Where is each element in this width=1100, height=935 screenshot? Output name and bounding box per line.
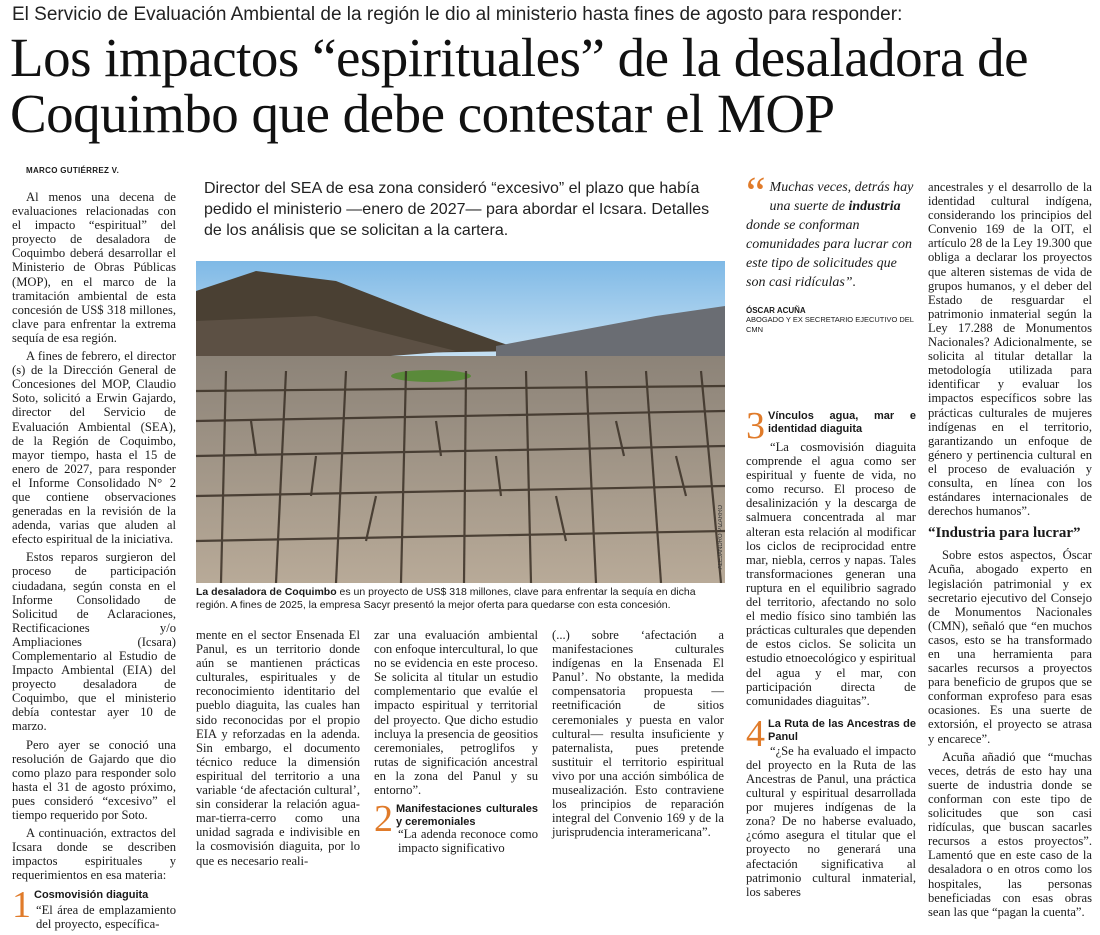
column-1: [12, 190, 176, 935]
paragraph: Acuña añadió que “muchas veces, detrás de esto hay una suerte de industria donde se conforman con este tipo de solicitudes que son casi ridículas, que buscan sacarles recursos a estos proyectos”. Lamentó que en este caso de la desaladora o en otros como los hospitales, las personas beneficiadas con esas obras sean las que “pagan la cuenta”.: [928, 749, 1092, 919]
column-3: [374, 628, 538, 859]
byline: MARCO GUTIÉRREZ V.: [26, 166, 120, 175]
section-number: 2: [374, 798, 393, 841]
caption-lead: La desaladora de Coquimbo: [196, 586, 337, 598]
caption-text: es un proyecto de US$ 318 millones, clave para enfrentar la sequía en dicha región. A fines de 2025, la empresa Sacyr presentó la mejor oferta para quedarse con esta concesión.: [196, 586, 696, 611]
quote-author: ÓSCAR ACUÑA: [746, 306, 806, 315]
paragraph: A fines de febrero, el director (s) de la Dirección General de Concesiones del MOP, Claudio Soto, solicitó a Erwin Gajardo, director del Servicio de Evaluación Ambiental (SEA), de la Región de Coquimbo, mayor tiempo, hasta el 15 de enero de 2027, para responder el Informe Consolidado N° 2 que contiene observaciones generadas en la revisión de la adenda, varias que aluden al efecto espiritual de la iniciativa.: [12, 349, 176, 547]
photo-dry-reservoir: [196, 261, 725, 583]
paragraph: mente en el sector Ensenada El Panul, es un territorio donde aún se mantienen prácticas culturales, espirituales y de reconocimiento identitario del pueblo diaguita, las cuales han sido reconocidas por el propio EIA y reforzadas en la adenda. Sin embargo, el documento técnico reduce la dimensión espiritual del territorio a una variable ‘de afectación cultural’, sin considerar la relación agua-mar-tierra-cerro como una unidad sagrada e indivisible en la cosmovisión diaguita, por lo que es necesario reali-: [196, 628, 360, 868]
section-number: 4: [746, 712, 765, 755]
section-title: Cosmovisión diaguita: [34, 888, 149, 901]
quote-author-role: ABOGADO Y EX SECRETARIO EJECUTIVO DEL CMN: [746, 315, 914, 334]
photo-credit: ALEJANDRO PIZARRO: [718, 505, 724, 570]
paragraph: zar una evaluación ambiental con enfoque intercultural, lo que no se evidencia en este proceso. Se solicita al titular un estudio complementario que evalúe el impacto espiritual y territorial del proyecto. Que dicho estudio incluya la presencia de geositios ceremoniales, petroglifos y rutas de significación ancestral en la zona del Panul y su entorno”.: [374, 628, 539, 798]
pull-quote: [746, 168, 918, 335]
column-6: [928, 180, 1092, 923]
paragraph: Sobre estos aspectos, Óscar Acuña, abogado experto en legislación patrimonial y ex secretario ejecutivo del Consejo de Monumentos Nacionales (CMN), señaló que “en muchos casos, esto se ha transformado en una herramienta para sacarles recursos a proyectos para beneficio de grupos que se conforman exprofeso para esas ocasiones. Es una suerte de extorsión, el proyecto se atrasa y encarece”.: [928, 548, 1092, 746]
quote-mark-icon: “: [746, 168, 766, 217]
kicker: El Servicio de Evaluación Ambiental de la región le dio al ministerio hasta fines de agosto para responder:: [12, 4, 903, 25]
quote-part: Muchas veces, detrás hay una suerte de: [769, 180, 914, 214]
paragraph: Pero ayer se conoció una resolución de Gajardo que dio como plazo para responder solo hasta el 31 de agosto próximo, pues consideró “excesivo” el tiempo requerido por Soto.: [12, 737, 176, 823]
column-4: [552, 628, 724, 843]
column-2: [196, 628, 360, 872]
column-5: [746, 406, 916, 903]
paragraph: “La adenda reconoce como impacto significativo: [398, 827, 538, 856]
photo-caption: [196, 586, 725, 612]
paragraph: ancestrales y el desarrollo de la identidad cultural indígena, considerando los principios del Convenio 169 de la OIT, el artículo 28 de la Ley 19.300 que obliga a declarar los proyectos que alteren sistemas de vida de grupos humanos, y el deber del Estado de resguardar el patrimonio inmaterial según la Ley 17.288 de Monumentos Nacionales? Adicionalmente, se solicita al titular detallar la metodología utilizada para identificar y evaluar los impactos específicos sobre las prácticas culturales de mujeres indígenas en el territorio, garantizando un enfoque de género y pertinencia cultural en el proceso de evaluación y consulta, en línea con los estándares internacionales de derechos humanos”.: [928, 180, 1092, 519]
paragraph: Estos reparos surgieron del proceso de participación ciudadana, según consta en el Informe Consolidado de Solicitud de Aclaraciones, Rectificaciones y/o Ampliaciones (Icsara) Complementario al Estudio de Impacto Ambiental (EIA) del proyecto desaladora de Coquimbo, que el ministerio debía contestar ayer 10 de marzo.: [12, 550, 176, 734]
section-number: 3: [746, 405, 765, 447]
paragraph: “El área de emplazamiento del proyecto, específica-: [36, 902, 176, 931]
section-subhead: “Industria para lucrar”: [928, 525, 1081, 542]
headline: Los impactos “espirituales” de la desaladora de Coquimbo que debe contestar el MOP: [10, 27, 1029, 144]
section-title: Vínculos agua, mar e identidad diaguita: [768, 410, 916, 435]
section-title: Manifestaciones culturales y ceremoniales: [396, 803, 538, 829]
cracked-earth-photo: [196, 261, 725, 583]
section-title: La Ruta de las Ancestras de Panul: [768, 717, 916, 743]
paragraph: “¿Se ha evaluado el impacto del proyecto en la Ruta de las Ancestras de Panul, una práctica cultural y espiritual desarrollada por mujeres indígenas de la zona? De no haberse evaluado, ¿cómo asegura el titular que el proyecto no generará una afectación significativa al patrimonio cultural inmaterial, los saberes: [746, 743, 916, 899]
quote-text: [746, 168, 914, 290]
paragraph: A continuación, extractos del Icsara donde se describen impactos espirituales y requerimientos en esa materia:: [12, 826, 176, 883]
paragraph: (...) sobre ‘afectación a manifestaciones culturales indígenas en la Ensenada El Panul’. No obstante, la medida compensatoria propuesta —reetnificación de sitios ceremoniales y puesta en valor cultural— resulta insuficiente y paternalista, pues pretende sustituir el territorio espiritual vivo por una acción simbólica de musealización. Esto contraviene los principios de reparación integral del Convenio 169 y de la jurisprudencia interamericana”.: [552, 628, 724, 840]
paragraph: Al menos una decena de evaluaciones relacionadas con el impacto “espiritual” del proyecto de desaladora de Coquimbo deberá desarrollar el Ministerio de Obras Públicas (MOP), en el marco de la tramitación ambiental de esta concesión de US$ 318 millones, clave para enfrentar la extrema sequía de esa región.: [12, 190, 176, 345]
quote-emphasis: industria: [848, 199, 901, 214]
section-number: 1: [12, 883, 31, 926]
quote-part: donde se conforman comunidades para lucrar con este tipo de solicitudes que son casi ridículas”.: [746, 218, 913, 290]
section-3-heading: [746, 405, 916, 447]
paragraph: “La cosmovisión diaguita comprende el agua como ser espiritual y fuente de vida, no como recurso. El proceso de desalinización y la descarga de salmuera concentrada al mar alteran esta relación al modificar los ciclos de reciprocidad entre mar, niebla, cerros y napas. Tales transformaciones generan una ruptura en el equilibrio sagrado del territorio, afectando no solo el medio físico sino también las prácticas culturales que dependen de estos ciclos. Se solicita un estudio etnoecológico y espiritual del agua y el mar, con participación directa de comunidades diaguitas”.: [746, 440, 916, 708]
deck-subtitle: Director del SEA de esa zona consideró “excesivo” el plazo que había pedido el ministerio —enero de 2027— para abordar el Icsara. Detalles de los análisis que se solicitan a la cartera.: [204, 180, 710, 239]
